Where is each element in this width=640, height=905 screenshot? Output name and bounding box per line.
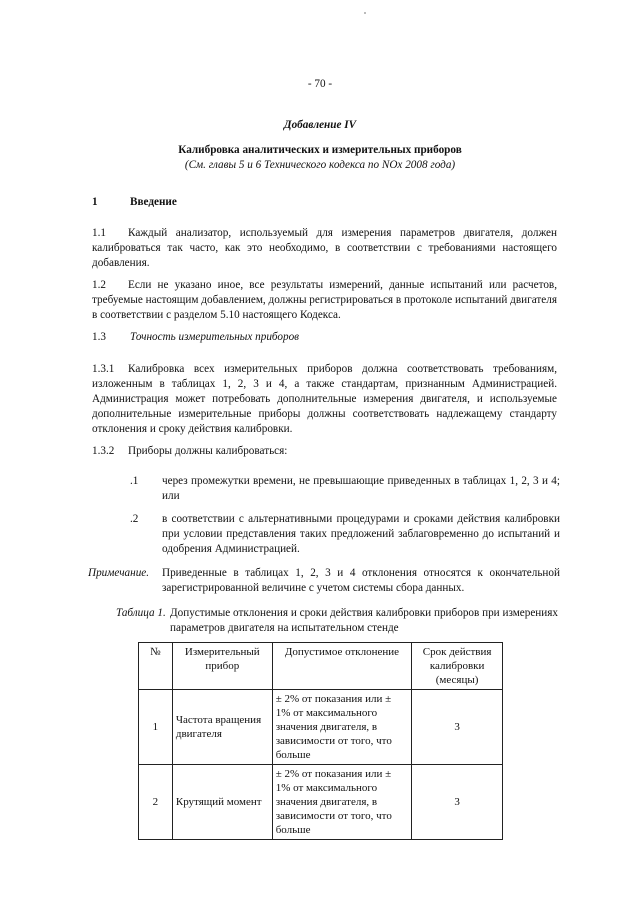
header-instrument: Измерительный прибор (172, 643, 272, 690)
page-number: - 70 - (307, 78, 333, 90)
paragraph-text: Приборы должны калиброваться: (128, 445, 288, 457)
section-title: Введение (130, 196, 177, 208)
subsection-number: 1.3 (92, 331, 106, 343)
note-text: Приведенные в таблицах 1, 2, 3 и 4 отклонения относятся к окончательной зарегистрированной величине с учетом системы сбора данных. (162, 567, 560, 594)
paragraph-text: Калибровка всех измерительных приборов должна соответствовать требованиям, изложенным в таблицах 1, 2, 3 и 4, а также стандартам, признанным Администрацией. Администрация может потребовать дополнительные измерения двигателя, и используемые дополнительные измерительные приборы должны соответствовать надлежащему стандарту отклонения и сроку действия калибровки. (92, 363, 557, 435)
paragraph-number: 1.2 (92, 279, 106, 291)
paragraph-text: Каждый анализатор, используемый для измерения параметров двигателя, должен калиброваться так часто, как это необходимо, в соответствии с требованиями настоящего добавления. (92, 227, 557, 269)
row-tolerance: ± 2% от показания или ± 1% от максимального значения двигателя, в зависимости от того, что больше (272, 765, 412, 840)
list-item-number: .1 (130, 475, 139, 487)
list-item-number: .2 (130, 513, 139, 525)
note-label: Примечание. (88, 567, 150, 579)
table-row (139, 690, 503, 765)
row-instrument: Частота вращения двигателя (172, 690, 272, 765)
table-caption-label: Таблица 1. (116, 607, 166, 619)
section-number: 1 (92, 196, 98, 208)
scan-speck (364, 12, 366, 14)
row-interval: 3 (412, 765, 503, 840)
table-header-row (139, 643, 503, 690)
table-caption-text: Допустимые отклонения и сроки действия калибровки приборов при измерениях параметров двигателя на испытательном стенде (170, 607, 559, 634)
document-heading: Калибровка аналитических и измерительных приборов (178, 144, 462, 156)
list-item-text: в соответствии с альтернативными процедурами и сроками действия калибровки при условии представления таких предложений заблаговременно до испытаний и одобрения Администрацией. (162, 513, 560, 555)
paragraph-number: 1.3.1 (92, 363, 115, 375)
row-number: 1 (139, 690, 173, 765)
row-tolerance: ± 2% от показания или ± 1% от максимального значения двигателя, в зависимости от того, что больше (272, 690, 412, 765)
subsection-title: Точность измерительных приборов (130, 331, 300, 343)
table-row (139, 765, 503, 840)
paragraph-text: Если не указано иное, все результаты измерений, данные испытаний или расчетов, требуемые настоящим добавлением, должны регистрироваться в протоколе испытаний двигателя в соответствии с разделом 5.10 настоящего Кодекса. (92, 279, 557, 321)
row-instrument: Крутящий момент (172, 765, 272, 840)
appendix-title: Добавление IV (283, 119, 357, 131)
list-item-text: через промежутки времени, не превышающие приведенных в таблицах 1, 2, 3 и 4; или (162, 475, 560, 502)
header-tolerance: Допустимое отклонение (272, 643, 412, 690)
paragraph-number: 1.1 (92, 227, 106, 239)
row-interval: 3 (412, 690, 503, 765)
document-subheading: (См. главы 5 и 6 Технического кодекса по NOx 2008 года) (184, 159, 456, 171)
calibration-table (138, 642, 503, 840)
header-number: № (139, 643, 173, 690)
paragraph-number: 1.3.2 (92, 445, 115, 457)
row-number: 2 (139, 765, 173, 840)
header-interval: Срок действия калибровки (месяцы) (412, 643, 503, 690)
